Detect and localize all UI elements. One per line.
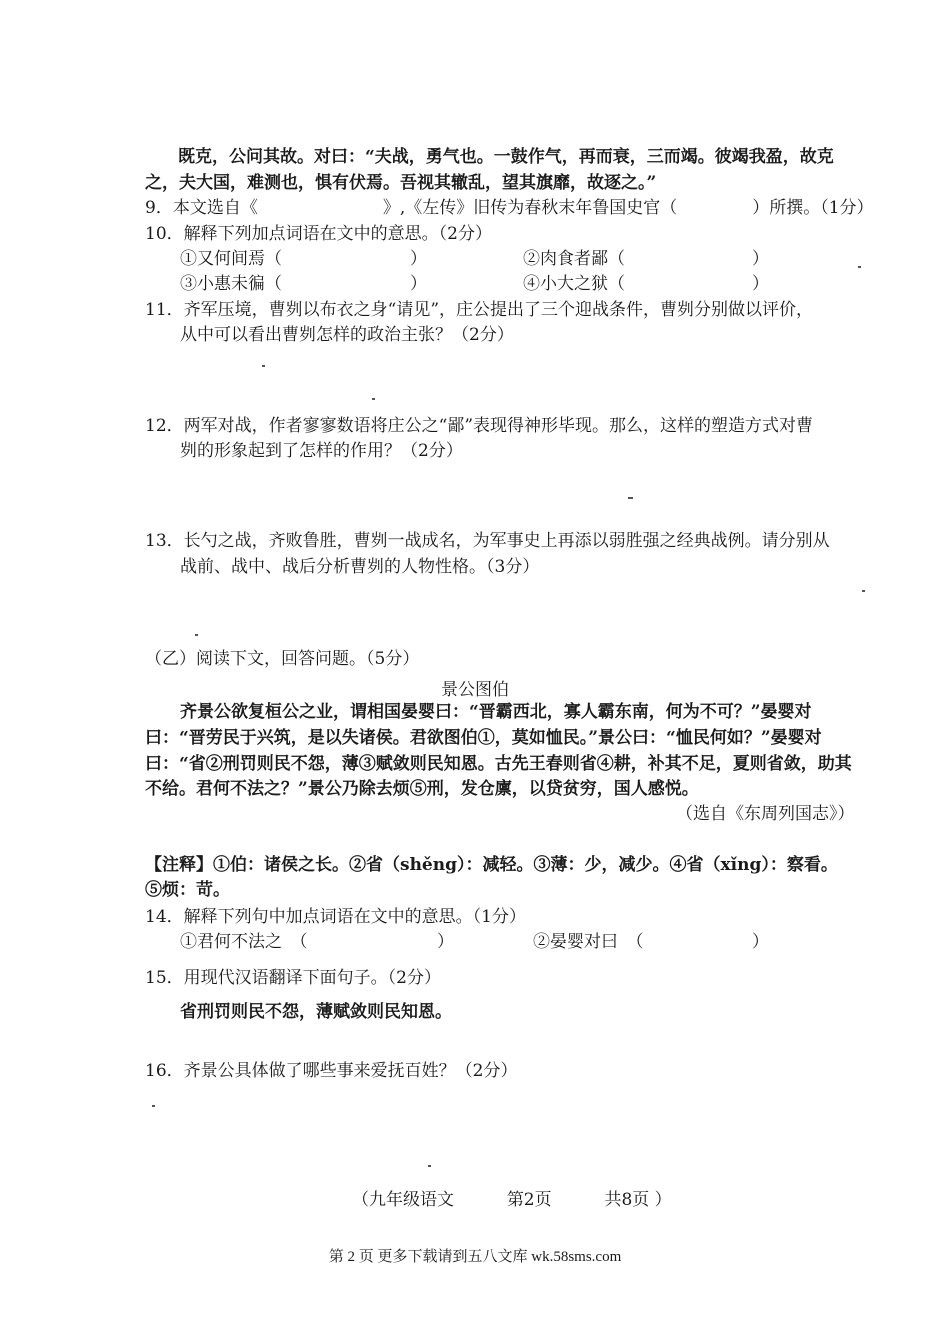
scan-speck bbox=[858, 266, 861, 268]
section-b-para-line-3: 曰：“省②刑罚则民不怨，薄③赋敛则民知恩。古先王春则省④耕，补其不足，夏则省敛，助其 bbox=[145, 754, 852, 774]
q14-item-a: ①君何不法之 （ bbox=[180, 932, 308, 952]
question-16-stem: 16．齐景公具体做了哪些事来爱抚百姓？（2分） bbox=[145, 1061, 518, 1081]
question-15-stem: 15．用现代汉语翻译下面句子。（2分） bbox=[145, 968, 441, 988]
passage-a-line-2: 之，夫大国，难测也，惧有伏焉。吾视其辙乱，望其旗靡，故逐之。” bbox=[145, 173, 657, 193]
question-11-line-1: 11．齐军压境，曹刿以布衣之身“请见”，庄公提出了三个迎战条件，曹刿分别做以评价， bbox=[145, 300, 814, 320]
scan-speck bbox=[862, 590, 865, 592]
question-13-line-2: 战前、战中、战后分析曹刿的人物性格。（3分） bbox=[180, 557, 540, 577]
notes-line-2: ⑤烦：苛。 bbox=[145, 880, 230, 900]
scan-speck bbox=[195, 634, 198, 636]
q14-item-b: ②晏婴对曰 （ bbox=[533, 932, 644, 952]
section-b-source: （选自《东周列国志》） bbox=[676, 804, 855, 824]
q14-item-a-close: ） bbox=[437, 932, 454, 952]
q10-item-b: ②肉食者鄙（ bbox=[523, 249, 625, 269]
q9-part2: 》,《左传》旧传为春秋末年鲁国史官（ bbox=[382, 198, 678, 218]
scan-speck bbox=[628, 497, 633, 499]
q10-item-b-close: ） bbox=[752, 249, 769, 269]
q10-item-c-close: ） bbox=[410, 274, 427, 294]
q10-item-c: ③小惠未徧（ bbox=[180, 274, 282, 294]
download-source-line: 第 2 页 更多下载请到五八文库 wk.58sms.com bbox=[328, 1249, 622, 1265]
page-footer bbox=[352, 1185, 672, 1210]
q10-item-d: ④小大之狱（ bbox=[523, 274, 625, 294]
scan-speck bbox=[428, 1165, 431, 1167]
passage-a-line-1: 既克，公问其故。对曰：“夫战，勇气也。一鼓作气，再而衰，三而竭。彼竭我盈，故克 bbox=[178, 147, 834, 167]
footer-subject: （九年级语文 bbox=[352, 1190, 454, 1210]
q14-item-b-close: ） bbox=[752, 932, 769, 952]
question-13-line-1: 13．长勺之战，齐败鲁胜，曹刿一战成名，为军事史上再添以弱胜强之经典战例。请分别从 bbox=[145, 531, 830, 551]
question-10-stem: 10．解释下列加点词语在文中的意思。（2分） bbox=[145, 224, 492, 244]
footer-page: 第2页 bbox=[506, 1190, 552, 1210]
question-12-line-1: 12．两军对战，作者寥寥数语将庄公之“鄙”表现得神形毕现。那么，这样的塑造方式对曹 bbox=[145, 416, 814, 436]
notes-line-1: 【注释】①伯：诸侯之长。②省（shěng）：减轻。③薄：少，减少。④省（xǐng）：察看。 bbox=[145, 855, 838, 875]
scan-speck bbox=[372, 398, 375, 400]
question-14-stem: 14．解释下列句中加点词语在文中的意思。（1分） bbox=[145, 907, 526, 927]
question-11-line-2: 从中可以看出曹刿怎样的政治主张？（2分） bbox=[180, 325, 514, 345]
q9-part3: ）所撰。（1分） bbox=[752, 198, 874, 218]
scan-speck bbox=[262, 365, 265, 367]
footer-total: 共8页 ） bbox=[604, 1190, 672, 1210]
section-b-para-line-2: 曰：“晋劳民于兴筑，是以失诸侯。君欲图伯①，莫如恤民。”景公曰：“恤民何如？”晏婴对 bbox=[145, 728, 822, 748]
question-12-line-2: 刿的形象起到了怎样的作用？（2分） bbox=[180, 441, 463, 461]
q10-item-d-close: ） bbox=[752, 274, 769, 294]
section-b-para-line-4: 不给。君何不法之？”景公乃除去烦⑤刑，发仓廪，以贷贫穷，国人感悦。 bbox=[145, 779, 699, 799]
section-b-intro: （乙）阅读下文，回答问题。（5分） bbox=[145, 649, 420, 669]
section-b-title: 景公图伯 bbox=[441, 680, 509, 700]
q10-item-a: ①又何间焉（ bbox=[180, 249, 282, 269]
section-b-para-line-1: 齐景公欲复桓公之业，谓相国晏婴曰：“晋霸西北，寡人霸东南，何为不可？”晏婴对 bbox=[180, 702, 812, 722]
scan-speck bbox=[152, 1105, 155, 1107]
question-9 bbox=[145, 196, 874, 220]
q9-part1: 9．本文选自《 bbox=[145, 198, 258, 218]
q10-item-a-close: ） bbox=[410, 249, 427, 269]
question-15-sentence: 省刑罚则民不怨，薄赋敛则民知恩。 bbox=[180, 1002, 452, 1022]
